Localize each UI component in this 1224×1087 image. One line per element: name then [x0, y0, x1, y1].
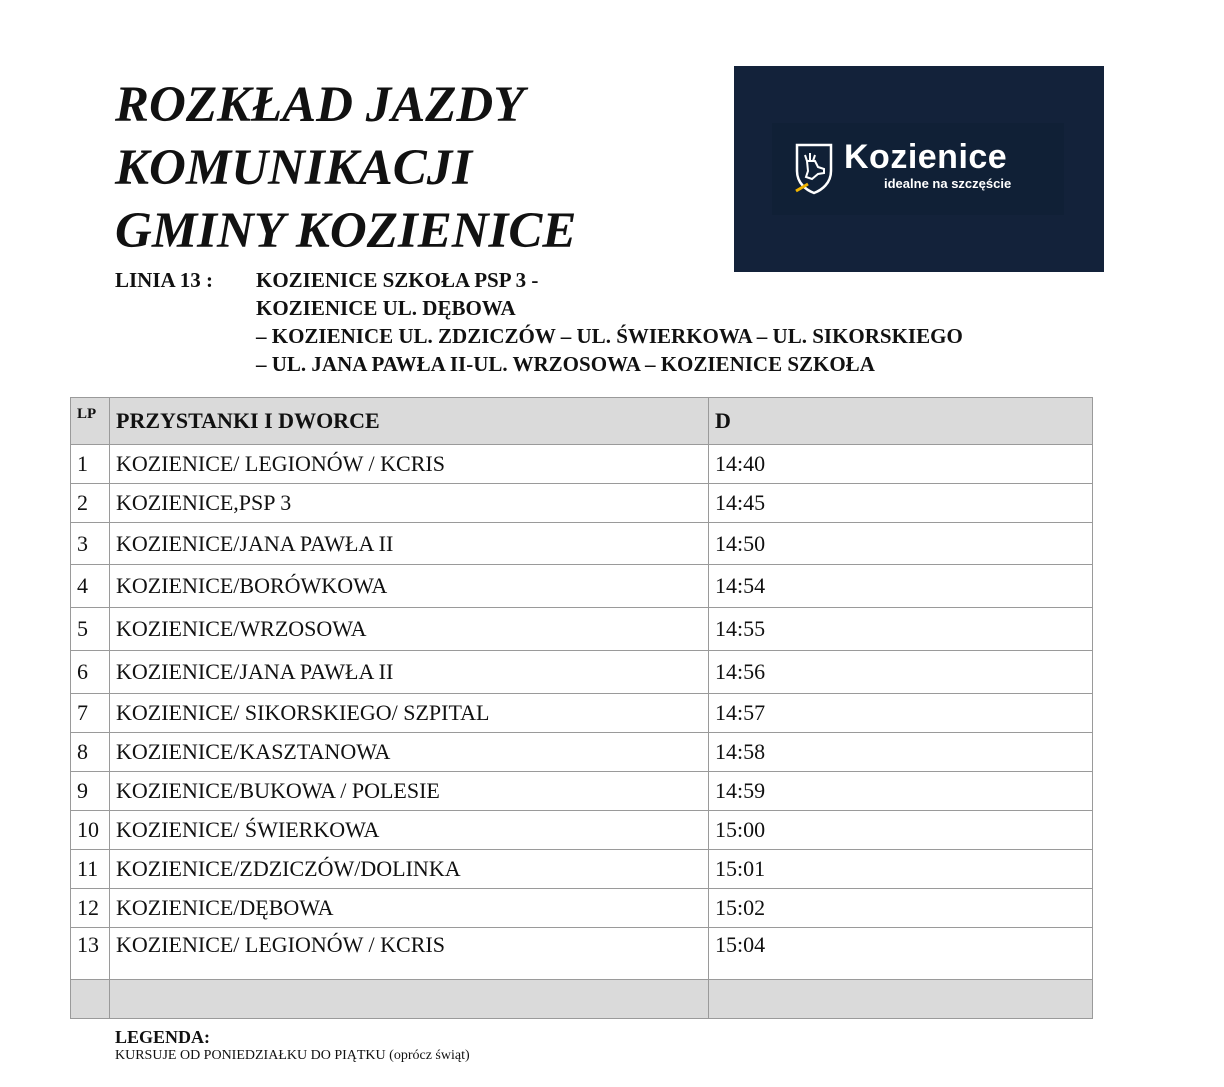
- cell-lp: 13: [71, 928, 110, 980]
- cell-time: 14:50: [709, 523, 1093, 565]
- legend-title: LEGENDA:: [115, 1027, 211, 1047]
- table-row: [71, 889, 1093, 928]
- cell-stop: KOZIENICE/WRZOSOWA: [110, 608, 709, 651]
- cell-lp: 11: [71, 850, 110, 889]
- cell-stop: KOZIENICE/ LEGIONÓW / KCRIS: [110, 928, 709, 980]
- column-header-stops: PRZYSTANKI I DWORCE: [110, 398, 709, 445]
- table-row: [71, 733, 1093, 772]
- cell-time: 15:02: [709, 889, 1093, 928]
- logo-wordmark: Kozienice: [844, 138, 1008, 176]
- empty-footer-row: [71, 980, 1093, 1019]
- cell-stop: KOZIENICE/JANA PAWŁA II: [110, 523, 709, 565]
- route-line-3: – KOZIENICE UL. ZDZICZÓW – UL. ŚWIERKOWA – UL. SIKORSKIEGO: [256, 324, 963, 348]
- cell-stop: KOZIENICE/ SIKORSKIEGO/ SZPITAL: [110, 694, 709, 733]
- title-line-1: ROZKŁAD JAZDY: [115, 77, 525, 133]
- title-line-2: KOMUNIKACJI: [115, 140, 473, 196]
- table-header-row: [71, 398, 1093, 445]
- cell-lp: 8: [71, 733, 110, 772]
- route-line-1: KOZIENICE SZKOŁA PSP 3 -: [256, 268, 539, 292]
- table-row: [71, 523, 1093, 565]
- cell-time: 15:00: [709, 811, 1093, 850]
- cell-time: 15:01: [709, 850, 1093, 889]
- route-line-4: – UL. JANA PAWŁA II-UL. WRZOSOWA – KOZIENICE SZKOŁA: [256, 352, 875, 376]
- table-row: [71, 850, 1093, 889]
- cell-lp: 6: [71, 651, 110, 694]
- deer-shield-icon: [794, 141, 834, 195]
- route-label: LINIA 13 :: [115, 268, 214, 292]
- timetable: [70, 397, 1093, 1019]
- table-row: [71, 484, 1093, 523]
- column-header-lp: LP: [71, 398, 110, 445]
- legend-text: KURSUJE OD PONIEDZIAŁKU DO PIĄTKU (oprócz świąt): [115, 1048, 470, 1063]
- table-row: [71, 445, 1093, 484]
- table-row: [71, 811, 1093, 850]
- cell-stop: KOZIENICE/BUKOWA / POLESIE: [110, 772, 709, 811]
- cell-lp: 12: [71, 889, 110, 928]
- cell-lp: 2: [71, 484, 110, 523]
- cell-stop: KOZIENICE/KASZTANOWA: [110, 733, 709, 772]
- cell-time: 14:55: [709, 608, 1093, 651]
- table-row: [71, 608, 1093, 651]
- cell-stop: KOZIENICE/BORÓWKOWA: [110, 565, 709, 608]
- table-row: [71, 928, 1093, 980]
- cell-lp: 9: [71, 772, 110, 811]
- table-row: [71, 651, 1093, 694]
- page-title: [115, 74, 576, 263]
- column-header-departure: D: [709, 398, 1093, 445]
- cell-time: 15:04: [709, 928, 1093, 980]
- cell-lp: 4: [71, 565, 110, 608]
- cell-time: 14:54: [709, 565, 1093, 608]
- cell-time: 14:45: [709, 484, 1093, 523]
- cell-stop: KOZIENICE/ LEGIONÓW / KCRIS: [110, 445, 709, 484]
- cell-stop: KOZIENICE/ZDZICZÓW/DOLINKA: [110, 850, 709, 889]
- cell-stop: KOZIENICE/JANA PAWŁA II: [110, 651, 709, 694]
- cell-time: 14:59: [709, 772, 1093, 811]
- table-body: [71, 445, 1093, 1019]
- empty-cell: [71, 980, 110, 1019]
- table-row: [71, 772, 1093, 811]
- cell-lp: 3: [71, 523, 110, 565]
- kozienice-logo: [734, 66, 1104, 272]
- legend: [115, 1027, 470, 1065]
- route-lines: [256, 266, 963, 378]
- empty-cell: [709, 980, 1093, 1019]
- table-row: [71, 694, 1093, 733]
- table-row: [71, 565, 1093, 608]
- cell-stop: KOZIENICE/ ŚWIERKOWA: [110, 811, 709, 850]
- cell-time: 14:58: [709, 733, 1093, 772]
- cell-lp: 10: [71, 811, 110, 850]
- cell-lp: 1: [71, 445, 110, 484]
- cell-time: 14:57: [709, 694, 1093, 733]
- cell-stop: KOZIENICE,PSP 3: [110, 484, 709, 523]
- cell-lp: 7: [71, 694, 110, 733]
- logo-inner-panel: [772, 123, 1064, 215]
- cell-time: 14:56: [709, 651, 1093, 694]
- cell-time: 14:40: [709, 445, 1093, 484]
- cell-stop: KOZIENICE/DĘBOWA: [110, 889, 709, 928]
- cell-lp: 5: [71, 608, 110, 651]
- title-line-3: GMINY KOZIENICE: [115, 203, 577, 259]
- route-line-2: KOZIENICE UL. DĘBOWA: [256, 296, 516, 320]
- logo-tagline: idealne na szczęście: [884, 176, 1012, 191]
- empty-cell: [110, 980, 709, 1019]
